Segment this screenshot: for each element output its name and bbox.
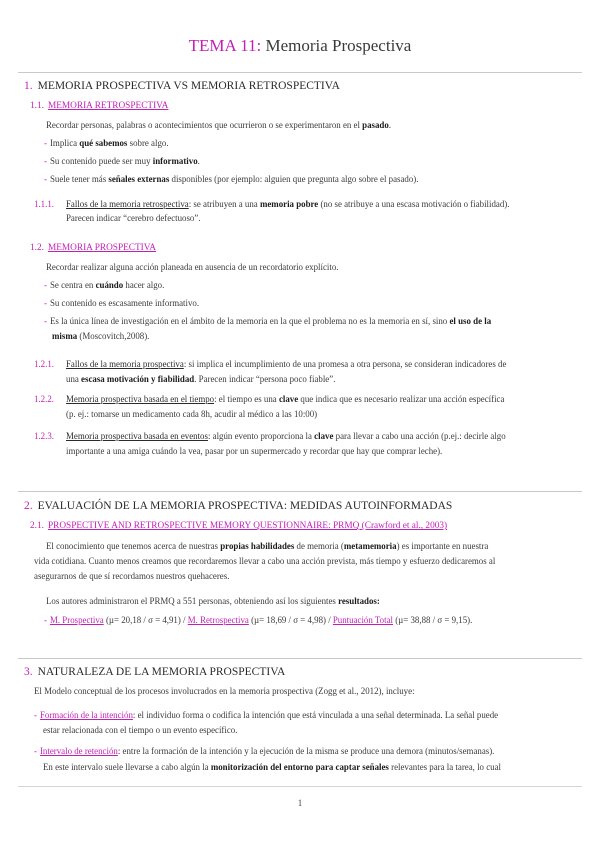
event-based-line-1: 1.2.3. Memoria prospectiva basada en eventos: algún evento proporciona la clave para llevar a cabo una acción (p.ej.: decirle algo <box>34 431 506 441</box>
metamemory-line-1: El conocimiento que tenemos acerca de nuestras propias habilidades de memoria (metamemoria) es importante en nuestra <box>46 541 489 551</box>
prosp-bullet-1: - Se centra en cuándo hacer algo. <box>44 280 165 290</box>
divider <box>18 658 582 659</box>
result-retrospective: M. Retrospectiva <box>187 615 249 625</box>
section-1-title: MEMORIA PROSPECTIVA VS MEMORIA RETROSPECTIVA <box>37 80 340 92</box>
section-3-title: NATURALEZA DE LA MEMORIA PROSPECTIVA <box>37 666 286 678</box>
result-prospective: M. Prospectiva <box>49 615 104 625</box>
page-title <box>0 36 600 56</box>
section-2-title: EVALUACIÓN DE LA MEMORIA PROSPECTIVA: MEDIDAS AUTOINFORMADAS <box>37 500 453 512</box>
metamemory-line-3: asegurarnos de que sí recordamos nuestros quehaceres. <box>34 571 230 581</box>
retro-bullet-3: - Suele tener más señales externas disponibles (por ejemplo: alguien que pregunta algo sobre el pasado). <box>44 174 419 184</box>
subsection-1-1-heading <box>30 101 168 111</box>
retro-failures-line-2: Parecen indicar “cerebro defectuoso”. <box>66 213 201 223</box>
results-line: - M. Prospectiva (µ= 20,18 / σ = 4,91) / M. Retrospectiva (µ= 18,69 / σ = 4,98) / Puntuación Total (µ= 38,88 / σ = 9,15). <box>44 615 473 625</box>
prosp-bullet-3-line-1: - Es la única línea de investigación en el ámbito de la memoria en la que el problema no es la memoria en sí, sino el uso de la <box>44 316 492 326</box>
subsection-2-1-title: PROSPECTIVE AND RETROSPECTIVE MEMORY QUESTIONNAIRE: PRMQ (Crawford et al., 2003) <box>47 521 448 531</box>
prosp-failures-line-1: 1.2.1. Fallos de la memoria prospectiva: si implica el incumplimiento de una promesa a otra persona, se consideran indicadores de <box>34 359 507 369</box>
divider <box>18 72 582 73</box>
section-1-heading <box>24 80 340 92</box>
retro-failures-line-1: 1.1.1. Fallos de la memoria retrospectiva: se atribuyen a una memoria pobre (no se atribuye a una escasa motivación o fiabilidad). <box>34 199 510 209</box>
result-total: Puntuación Total <box>332 615 393 625</box>
subsection-1-1-title: MEMORIA RETROSPECTIVA <box>47 101 169 111</box>
section-2-heading <box>24 500 452 512</box>
retention-interval-line-1: - Intervalo de retención: entre la formación de la intención y la ejecución de la misma se produce una demora (minutos/semanas). <box>34 746 495 756</box>
time-based-line-1: 1.2.2. Memoria prospectiva basada en el tiempo: el tiempo es una clave que indica que es necesario realizar una acción específica <box>34 394 505 404</box>
time-based-line-2: (p. ej.: tomarse un medicamento cada 8h, acudir al médico a las 10:00) <box>66 409 318 419</box>
model-intro: El Modelo conceptual de los procesos involucrados en la memoria prospectiva (Zogg et al., 2012), incluye: <box>34 686 415 696</box>
section-1-number: 1. <box>24 80 33 92</box>
results-intro: Los autores administraron el PRMQ a 551 personas, obteniendo así los siguientes resultados: <box>46 596 380 606</box>
retro-bullet-2: - Su contenido puede ser muy informativo. <box>44 156 200 166</box>
subsection-2-1-number: 2.1. <box>30 521 44 531</box>
retro-bullet-1: - Implica qué sabemos sobre algo. <box>44 138 169 148</box>
section-2-number: 2. <box>24 500 33 512</box>
prosp-bullet-3-line-2: misma (Moscovitch,2008). <box>52 331 150 341</box>
section-3-number: 3. <box>24 666 33 678</box>
intention-formation-line-2: estar relacionada con el tiempo o un evento específico. <box>43 725 238 735</box>
subsection-1-2-title: MEMORIA PROSPECTIVA <box>47 243 157 253</box>
retention-interval-line-2: En este intervalo suele llevarse a cabo algún la monitorización del entorno para captar señales relevantes para la tarea, lo cual <box>43 762 501 772</box>
prosp-bullet-2: - Su contenido es escasamente informativo. <box>44 298 200 308</box>
footer-divider <box>18 786 582 787</box>
subsection-1-2-heading <box>30 243 156 253</box>
subsection-1-2-number: 1.2. <box>30 243 44 253</box>
retro-intro: Recordar personas, palabras o acontecimientos que ocurrieron o se experimentaron en el pasado. <box>46 120 392 130</box>
page-number: 1 <box>297 798 303 808</box>
subsection-2-1-heading <box>30 521 447 531</box>
metamemory-line-2: vida cotidiana. Cuanto menos creamos que recordaremos llevar a cabo una acción prevista, más tiempo y esfuerzo dedicaremos al <box>34 556 496 566</box>
prosp-failures-line-2: una escasa motivación y fiabilidad. Parecen indicar “persona poco fiable”. <box>66 374 336 384</box>
event-based-line-2: importante a una amiga cuándo la vea, pasar por un supermercado y recordar que hay que comprar leche). <box>66 446 443 456</box>
subsection-1-1-number: 1.1. <box>30 101 44 111</box>
intention-formation-line-1: - Formación de la intención: el individuo forma o codifica la intención que está vinculada a una señal determinada. La señal puede <box>34 710 499 720</box>
prosp-intro: Recordar realizar alguna acción planeada en ausencia de un recordatorio explícito. <box>46 262 339 272</box>
title-main: Memoria Prospectiva <box>265 36 412 55</box>
section-3-heading <box>24 666 285 678</box>
title-prefix: TEMA 11: <box>188 36 262 55</box>
divider <box>18 491 582 492</box>
